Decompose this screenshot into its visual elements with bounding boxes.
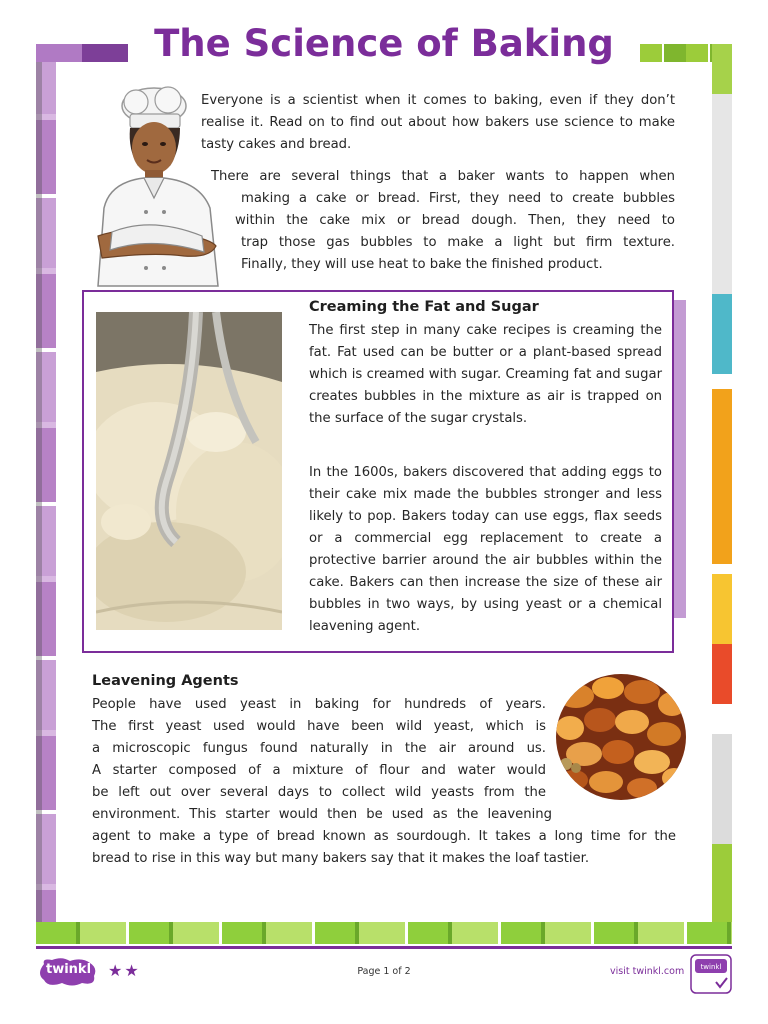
- leavening-line: agent to make a type of bread known as sourdough. It takes a long time for the: [92, 829, 676, 844]
- quality-badge-text: twinkl: [700, 963, 722, 971]
- creaming-heading: Creaming the Fat and Sugar: [309, 299, 539, 315]
- intro-line: Finally, they will use heat to bake the finished product.: [241, 257, 603, 272]
- box-shadow: [674, 300, 686, 618]
- creaming-paragraph-2: In the 1600s, bakers discovered that adding eggs to their cake mix made the bubbles stronger and less likely to pop. Bakers today can use eggs, flax seeds or a commercial egg replacement to create a protective barrier around the air bubbles within the cake. Bakers can then increase the size of these air bubbles in two ways, by using yeast or a chemical leavening agent.: [309, 465, 662, 634]
- leavening-line: be left out over several days to collect wild yeasts from the: [92, 785, 546, 800]
- yeast-photo: [556, 674, 686, 800]
- footer-divider: [36, 946, 732, 949]
- intro-paragraph-2: [201, 166, 675, 276]
- intro-line: trap those gas bubbles to make a light but firm texture.: [241, 235, 675, 250]
- creaming-photo: [96, 312, 282, 630]
- frame-bottom: [36, 922, 732, 944]
- leavening-line: a microscopic fungus found naturally in the air around us.: [92, 741, 546, 756]
- leavening-line: People have used yeast in baking for hundreds of years.: [92, 697, 546, 712]
- intro-paragraph-1: Everyone is a scientist when it comes to baking, even if they don’t realise it. Read on to find out about how bakers use science to make tasty cakes and bread.: [201, 93, 675, 152]
- leavening-line: environment. This starter would then be used as the leavening: [92, 807, 552, 822]
- page-title: The Science of Baking: [154, 22, 614, 65]
- visit-link[interactable]: visit twinkl.com: [610, 966, 685, 977]
- leavening-line: A starter composed of a mixture of flour and water would: [92, 763, 546, 778]
- frame-left-edge: [36, 44, 42, 944]
- intro-line: within the cake mix or bread dough. Then, they need to: [235, 213, 675, 228]
- leavening-line: bread to rise in this way but many bakers say that it makes the loaf tastier.: [92, 851, 590, 866]
- twinkl-logo-text: twinkl: [46, 962, 92, 977]
- intro-line: There are several things that a baker wants to happen when: [211, 169, 675, 184]
- intro-line: making a cake or bread. First, they need to create bubbles: [241, 191, 675, 206]
- rating-stars: ★★: [108, 961, 141, 980]
- frame-right: [712, 44, 732, 944]
- leavening-line: The first yeast used would have been wild yeast, which is: [92, 719, 546, 734]
- creaming-paragraph-1: The first step in many cake recipes is creaming the fat. Fat used can be butter or a plant-based spread which is creamed with sugar. Creaming fat and sugar creates bubbles in the mixture as air is trapped on the surface of the sugar crystals.: [309, 323, 662, 426]
- leavening-heading: Leavening Agents: [92, 673, 239, 689]
- page-number: Page 1 of 2: [357, 966, 411, 977]
- quality-badge: [690, 954, 732, 994]
